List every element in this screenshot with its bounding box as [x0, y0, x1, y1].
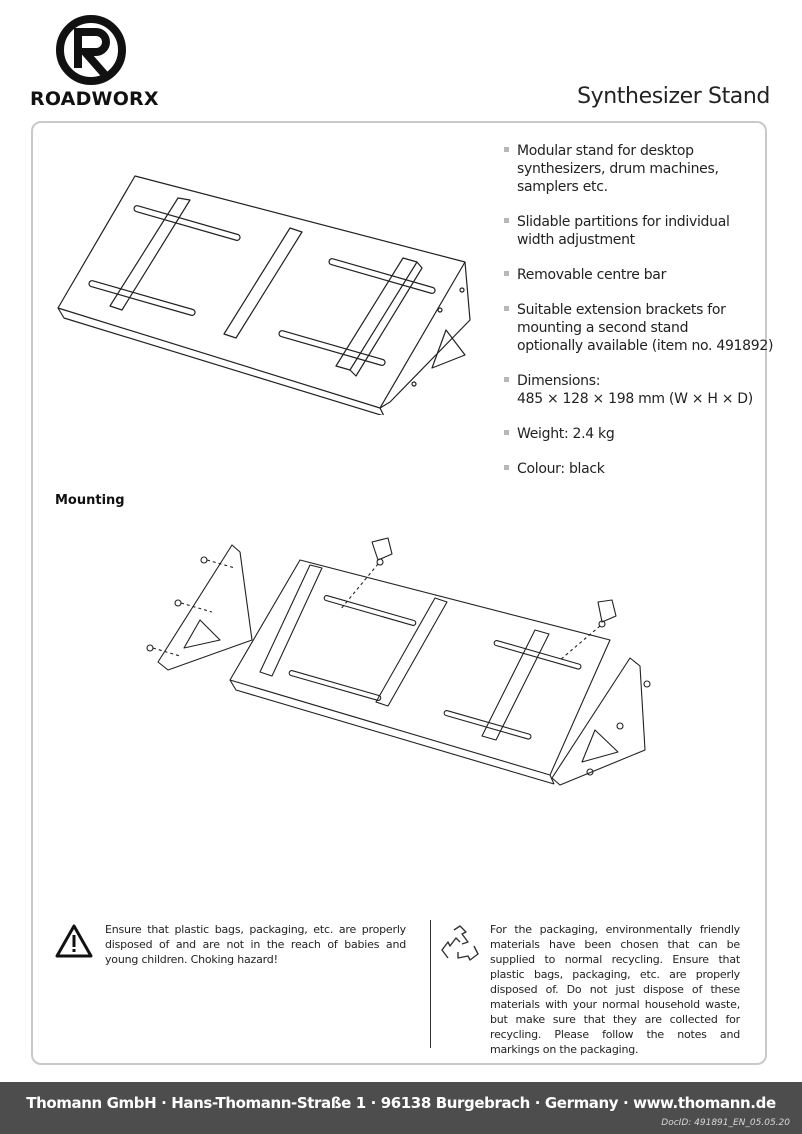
- feature-list: [504, 142, 794, 495]
- list-item: Suitable extension brackets for mounting a second stand optionally available (item no. 491892): [504, 301, 794, 355]
- mounting-drawing: [140, 530, 660, 800]
- footer-bar: [0, 1082, 802, 1134]
- footer-address: Thomann GmbH · Hans-Thomann-Straße 1 · 96138 Burgebrach · Germany · www.thomann.de: [26, 1094, 776, 1112]
- notice-divider: [430, 920, 431, 1048]
- product-drawing: [50, 170, 480, 415]
- bullet-icon: [504, 306, 509, 311]
- roadworx-logo-icon: [54, 14, 130, 88]
- warning-icon: [55, 924, 93, 958]
- bullet-icon: [504, 147, 509, 152]
- mounting-heading: Mounting: [55, 493, 125, 508]
- list-item: Modular stand for desktop synthesizers, drum machines, samplers etc.: [504, 142, 794, 196]
- safety-notice: Ensure that plastic bags, packaging, etc. are properly disposed of and are not in the reach of babies and young children. Choking hazard!: [105, 923, 406, 966]
- bullet-icon: [504, 271, 509, 276]
- recycle-icon: [440, 924, 480, 964]
- list-item: Weight: 2.4 kg: [504, 425, 794, 443]
- bullet-icon: [504, 377, 509, 382]
- doc-id: DocID: 491891_EN_05.05.20: [661, 1118, 790, 1128]
- bullet-icon: [504, 218, 509, 223]
- list-item: Dimensions: 485 × 128 × 198 mm (W × H × D): [504, 372, 794, 408]
- recycling-notice: For the packaging, environmentally friendly materials have been chosen that can be supplied to normal recycling. Ensure that plastic bags, packaging, etc. are properly disposed of. Do not just dispose of these materials with your normal household waste, but make sure that they are collected for recycling. Please follow the notes and markings on the packaging.: [490, 923, 740, 1056]
- bullet-icon: [504, 465, 509, 470]
- page-title: Synthesizer Stand: [577, 84, 770, 109]
- list-item: Slidable partitions for individual width adjustment: [504, 213, 794, 249]
- bullet-icon: [504, 430, 509, 435]
- list-item: Removable centre bar: [504, 266, 794, 284]
- brand-wordmark: ROADWORX: [30, 88, 159, 110]
- list-item: Colour: black: [504, 460, 794, 478]
- brand-logo: [30, 14, 160, 112]
